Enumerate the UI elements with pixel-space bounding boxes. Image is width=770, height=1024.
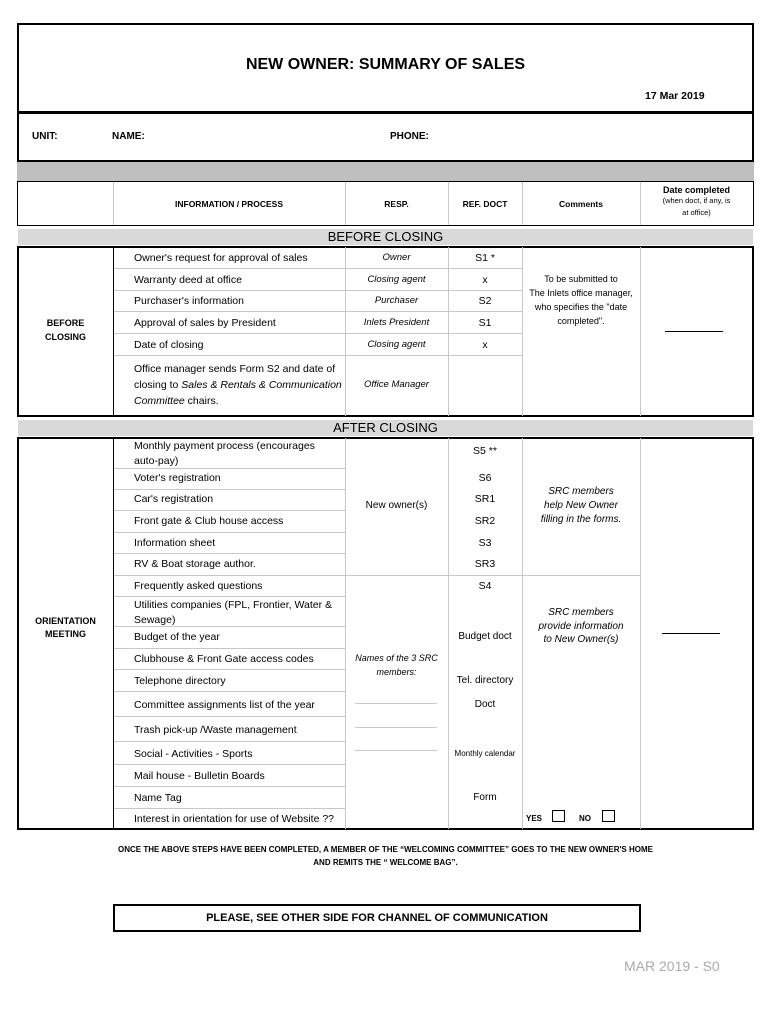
before-date-completed-line[interactable] [665, 331, 723, 332]
before-closing-label-2: CLOSING [44, 332, 86, 342]
after-row-info: RV & Boat storage author. [134, 558, 256, 570]
after-row-info: Interest in orientation for use of Website ?? [134, 813, 335, 825]
unit-label: UNIT: [32, 131, 58, 142]
after-row-ref: SR2 [474, 515, 496, 527]
after-row-ref: S5 ** [473, 445, 497, 457]
yes-label: YES [526, 814, 543, 823]
page-code: MAR 2019 - S0 [624, 958, 720, 974]
before-last-row-line-2b: Sales & Rentals & Communication [181, 379, 342, 391]
after-row-info: Sewage) [134, 614, 176, 626]
page-title: NEW OWNER: SUMMARY OF SALES [245, 56, 526, 73]
col-header-date-note-2: at office) [682, 208, 711, 217]
after-resp-new-owner: New owner(s) [365, 500, 428, 511]
after-row-info: Clubhouse & Front Gate access codes [134, 653, 314, 665]
col-header-ref: REF. DOCT [462, 199, 508, 209]
after-comment-1-line: help New Owner [544, 500, 618, 511]
before-last-row-resp: Office Manager [364, 379, 429, 390]
after-row-info: Mail house - Bulletin Boards [134, 770, 265, 782]
before-last-row-line-2 [134, 377, 342, 393]
after-resp-src-1: Names of the 3 SRC [355, 653, 438, 663]
before-row-ref: S2 [478, 295, 492, 307]
before-row-ref: x [482, 339, 488, 351]
after-row-info: auto-pay) [134, 455, 179, 467]
orientation-meeting-label-2: MEETING [44, 629, 86, 639]
before-comment-line: completed". [557, 316, 605, 326]
no-label: NO [579, 814, 591, 823]
after-row-info: Voter's registration [134, 472, 221, 484]
after-comment-2-line: SRC members [548, 607, 614, 618]
after-row-info: Monthly payment process (encourages [134, 440, 315, 452]
before-row-resp: Owner [382, 252, 411, 263]
before-row-resp: Inlets President [363, 317, 430, 328]
before-row-info: Owner's request for approval of sales [134, 252, 308, 264]
after-row-ref: SR3 [474, 558, 496, 570]
before-row-resp: Closing agent [367, 339, 426, 350]
before-comment-line: The Inlets office manager, [529, 288, 633, 298]
yes-checkbox[interactable] [552, 810, 565, 822]
col-header-date-note-1: (when doct, if any, is [662, 196, 731, 205]
after-row-ref: SR1 [474, 493, 496, 505]
before-row-info: Purchaser's information [134, 295, 244, 307]
after-row-ref: S6 [478, 472, 492, 484]
document-date: 17 Mar 2019 [645, 90, 705, 102]
after-comment-2-line: to New Owner(s) [543, 634, 619, 645]
after-row-info: Information sheet [134, 537, 216, 549]
after-comment-1-line: SRC members [548, 486, 614, 497]
grey-band [17, 162, 754, 181]
after-row-info: Front gate & Club house access [134, 515, 284, 527]
section-heading-before-closing: BEFORE CLOSING [18, 229, 753, 245]
col-header-info: INFORMATION / PROCESS [175, 199, 283, 209]
phone-label: PHONE: [390, 131, 429, 142]
before-row-ref: x [482, 274, 488, 286]
col-header-resp: RESP. [384, 199, 409, 209]
after-row-ref: S4 [478, 580, 492, 592]
footer-note-line-2: AND REMITS THE “ WELCOME BAG”. [313, 858, 458, 867]
channel-banner-text: PLEASE, SEE OTHER SIDE FOR CHANNEL OF COMMUNICATION [206, 912, 548, 924]
name-label: NAME: [112, 131, 145, 142]
after-row-info: Trash pick-up /Waste management [134, 724, 297, 736]
after-comment-2-line: provide information [538, 621, 624, 632]
before-last-row-line-3a: Committee [134, 395, 185, 407]
before-comment-line: who specifies the "date [534, 302, 628, 312]
after-row-info: Committee assignments list of the year [134, 699, 315, 711]
col-header-date-completed: Date completed [662, 185, 731, 195]
after-date-completed-line[interactable] [662, 633, 720, 634]
after-closing-table [17, 437, 754, 830]
after-row-ref: Form [473, 792, 497, 803]
before-last-row-line-3 [134, 393, 219, 409]
before-last-row-line-1: Office manager sends Form S2 and date of [134, 363, 336, 375]
before-row-info: Approval of sales by President [134, 317, 276, 329]
after-row-ref: Budget doct [458, 631, 512, 642]
before-comment-line: To be submitted to [544, 274, 618, 284]
no-checkbox[interactable] [602, 810, 615, 822]
footer-note-line-1: ONCE THE ABOVE STEPS HAVE BEEN COMPLETED, A MEMBER OF THE “WELCOMING COMMITTEE” GOES TO THE NEW OWNER'S HOME [118, 845, 653, 854]
after-row-info: Frequently asked questions [134, 580, 263, 592]
after-row-info: Car's registration [134, 493, 214, 505]
after-row-info: Name Tag [134, 792, 182, 804]
section-heading-after-closing: AFTER CLOSING [18, 420, 753, 436]
after-comment-1-line: filling in the forms. [540, 514, 622, 525]
after-row-info: Budget of the year [134, 631, 220, 643]
after-row-info: Utilities companies (FPL, Frontier, Water & [134, 599, 333, 611]
col-header-comments: Comments [559, 199, 603, 209]
before-last-row-line-3b: chairs. [184, 395, 219, 407]
orientation-meeting-label-1: ORIENTATION [35, 616, 96, 626]
before-row-ref: S1 * [475, 252, 495, 264]
before-last-row-line-2a: closing to [134, 379, 182, 391]
after-row-ref: Doct [474, 699, 496, 710]
before-row-info: Date of closing [134, 339, 204, 351]
after-row-info: Social - Activities - Sports [134, 748, 253, 760]
after-row-ref: Tel. directory [456, 675, 514, 686]
after-row-ref: S3 [478, 537, 492, 549]
before-row-ref: S1 [478, 317, 492, 329]
after-resp-src-2: members: [376, 667, 417, 677]
after-row-ref: Monthly calendar [454, 749, 516, 758]
before-closing-label-1: BEFORE [46, 318, 85, 328]
before-row-info: Warranty deed at office [134, 274, 242, 286]
after-row-info: Telephone directory [134, 675, 226, 687]
before-row-resp: Purchaser [374, 295, 419, 306]
before-row-resp: Closing agent [367, 274, 426, 285]
